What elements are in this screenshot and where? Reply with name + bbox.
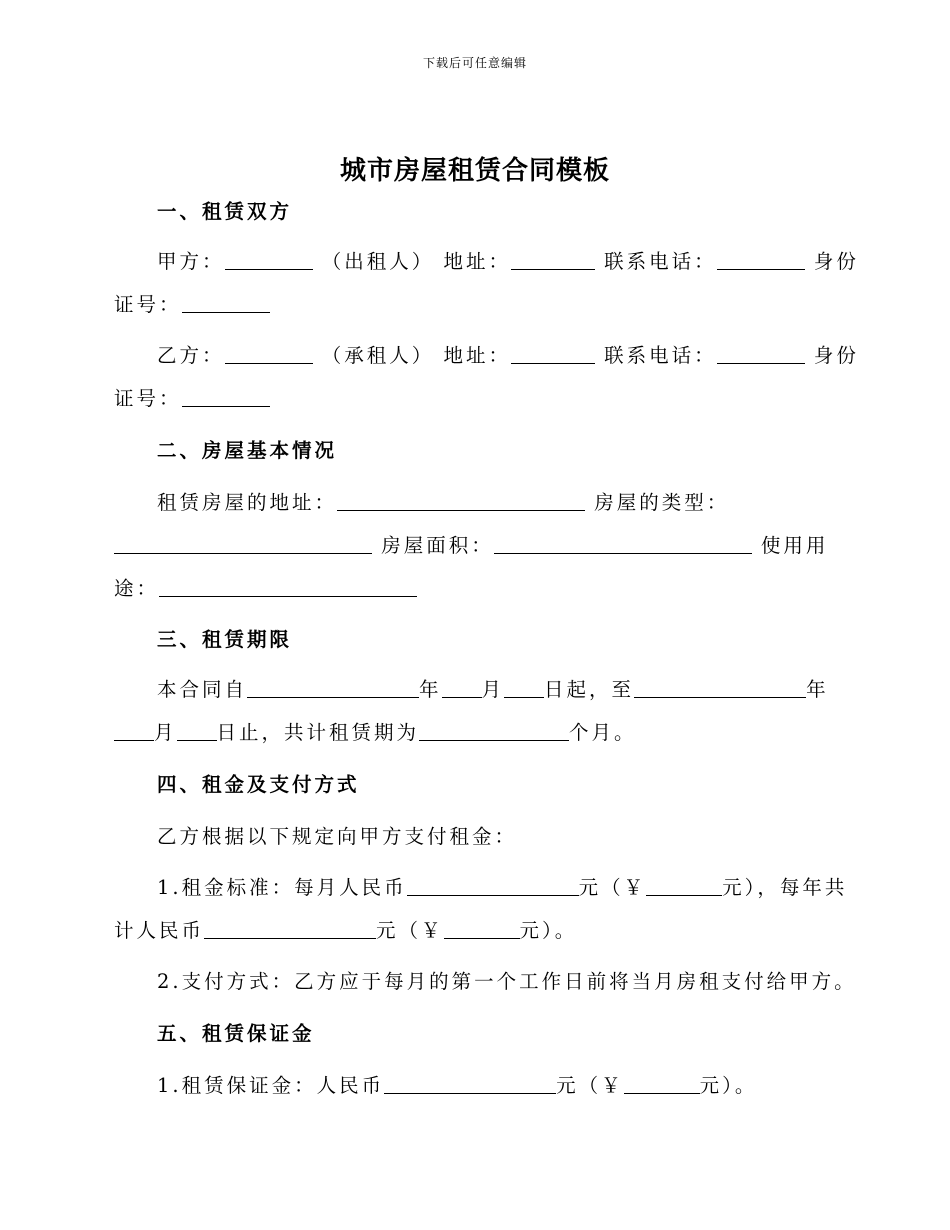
house-area-label: 房屋面积： <box>381 534 494 557</box>
party-b-line <box>157 342 877 370</box>
term-line-cont <box>114 719 834 747</box>
blank-field <box>624 1073 700 1094</box>
blank-field <box>337 490 585 511</box>
blank-field <box>225 343 313 364</box>
blank-field <box>114 533 372 554</box>
term-label: 本合同自 <box>157 678 248 701</box>
blank-field <box>159 576 417 597</box>
house-address-line <box>157 489 877 517</box>
section-heading-deposit: 五、租赁保证金 <box>157 1022 315 1045</box>
blank-field <box>182 386 270 407</box>
phone-label: 联系电话： <box>604 344 717 367</box>
usage-line <box>114 575 834 603</box>
yuan-label: 元（￥ <box>556 1074 624 1097</box>
id-label-cont: 证号： <box>114 387 182 410</box>
blank-field <box>114 720 154 741</box>
section-heading-rent: 四、租金及支付方式 <box>157 773 360 796</box>
blank-field <box>494 533 752 554</box>
party-a-id-line <box>114 291 834 319</box>
party-b-id-line <box>114 385 834 413</box>
blank-field <box>717 343 805 364</box>
page-header-note: 下载后可任意编辑 <box>422 56 527 70</box>
payment-method-line: 2.支付方式：乙方应于每月的第一个工作日前将当月房租支付给甲方。 <box>157 970 857 993</box>
usage-label-cont: 途： <box>114 577 160 600</box>
phone-label: 联系电话： <box>604 250 717 273</box>
rent-annual-line <box>114 917 834 945</box>
blank-field <box>384 1073 556 1094</box>
party-a-label: 甲方： <box>157 250 225 273</box>
term-line <box>157 676 877 704</box>
blank-field <box>634 677 806 698</box>
party-a-line <box>157 248 877 276</box>
months-label: 个月。 <box>569 721 637 744</box>
lessee-label: （承租人） <box>321 344 435 367</box>
address-label: 地址： <box>443 344 511 367</box>
blank-field <box>511 343 595 364</box>
blank-field <box>511 249 595 270</box>
blank-field <box>504 677 544 698</box>
rent-intro-line: 乙方根据以下规定向甲方支付租金： <box>157 825 518 848</box>
yuan-label: 元）。 <box>519 919 578 942</box>
house-address-label: 租赁房屋的地址： <box>157 491 338 514</box>
blank-field <box>247 677 419 698</box>
party-b-label: 乙方： <box>157 344 225 367</box>
blank-field <box>444 918 520 939</box>
section-heading-term: 三、租赁期限 <box>157 628 293 651</box>
blank-field <box>419 720 569 741</box>
yuan-label: 元），每年共 <box>722 876 848 899</box>
yuan-label: 元）。 <box>699 1074 758 1097</box>
id-label: 身份 <box>813 250 859 273</box>
house-type-label: 房屋的类型： <box>594 491 730 514</box>
lessor-label: （出租人） <box>321 250 435 273</box>
house-area-line <box>114 532 834 560</box>
blank-field <box>646 875 722 896</box>
rent-annual-label: 计人民币 <box>114 919 205 942</box>
month-label: 月 <box>154 721 177 744</box>
day-from-label: 日起，至 <box>544 678 635 701</box>
blank-field <box>717 249 805 270</box>
section-heading-property: 二、房屋基本情况 <box>157 439 338 462</box>
usage-label: 使用用 <box>760 534 829 557</box>
blank-field <box>225 249 313 270</box>
deposit-label: 1.租赁保证金：人民币 <box>157 1074 385 1097</box>
id-label: 身份 <box>813 344 859 367</box>
year-label: 年 <box>419 678 442 701</box>
blank-field <box>442 677 482 698</box>
blank-field <box>182 292 270 313</box>
address-label: 地址： <box>443 250 511 273</box>
year-label: 年 <box>806 678 829 701</box>
blank-field <box>204 918 376 939</box>
blank-field <box>407 875 579 896</box>
section-heading-parties: 一、租赁双方 <box>157 200 293 223</box>
document-title: 城市房屋租赁合同模板 <box>339 156 610 186</box>
day-until-label: 日止，共计租赁期为 <box>216 721 420 744</box>
deposit-line <box>157 1072 877 1100</box>
rent-standard-label: 1.租金标准：每月人民币 <box>157 876 407 899</box>
blank-field <box>177 720 217 741</box>
id-label-cont: 证号： <box>114 293 182 316</box>
yuan-label: 元（￥ <box>376 919 444 942</box>
rent-standard-line <box>157 874 877 902</box>
yuan-label: 元（￥ <box>578 876 647 899</box>
month-label: 月 <box>481 678 505 701</box>
